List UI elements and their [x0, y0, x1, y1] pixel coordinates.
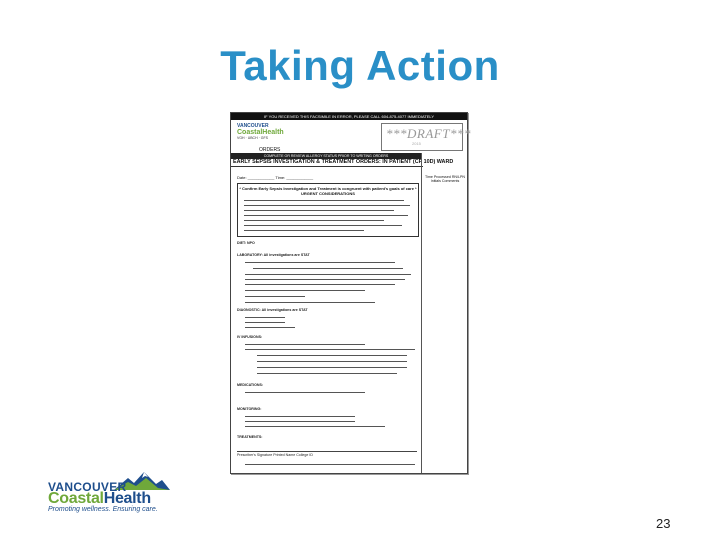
text-line: [244, 230, 364, 231]
vch-logo: [44, 470, 174, 516]
text-line: [245, 262, 395, 263]
goals-of-care-note: * Confirm Early Sepsis Investigation and Treatment is congruent with patient's goals of care *: [239, 186, 417, 191]
allergy-bar: COMPLETE OR REVIEW ALLERGY STATUS PRIOR TO WRITING ORDERS: [231, 153, 421, 159]
medications-section: MEDICATIONS:: [237, 383, 264, 387]
date-time-line: Date: ____________ Time: ____________: [237, 175, 314, 180]
draft-stamp: ***DRAFT***: [386, 126, 471, 141]
logo-tagline: Promoting wellness. Ensuring care.: [48, 506, 158, 513]
form-logo: VANCOUVER CoastalHealth VGH · UBCH · GFS: [237, 123, 284, 140]
text-line: [245, 421, 355, 422]
text-line: [245, 392, 365, 393]
laboratory-section: LABORATORY: All investigations are STAT: [237, 253, 310, 257]
text-line: [245, 344, 365, 345]
text-line: [244, 205, 410, 206]
orders-label: ORDERS: [259, 147, 281, 153]
text-line: [245, 296, 305, 297]
text-line: [257, 373, 397, 374]
text-line: [253, 268, 403, 269]
text-line: [244, 200, 404, 201]
fax-banner: IF YOU RECEIVED THIS FACSIMILE IN ERROR, PLEASE CALL 604-875-4077 IMMEDIATELY: [231, 113, 467, 120]
text-line: [257, 361, 407, 362]
text-line: [245, 290, 365, 291]
text-line: [257, 355, 407, 356]
page-number: 23: [656, 516, 671, 531]
signature-labels: Prescriber's Signature Printed Name College ID: [237, 453, 313, 457]
processing-column-header: Time Processed RN/LPN Initials Comments: [424, 175, 465, 184]
text-line: [244, 225, 402, 226]
text-line: [245, 279, 405, 280]
text-line: [245, 274, 411, 275]
text-line: [244, 215, 408, 216]
diagnostic-section: DIAGNOSTIC: All investigations are STAT: [237, 308, 308, 312]
text-line: [245, 302, 375, 303]
text-line: [245, 317, 285, 318]
text-line: [245, 464, 415, 465]
slide-title: Taking Action: [220, 42, 500, 89]
text-line: [245, 284, 395, 285]
iv-infusions-section: IV INFUSIONS:: [237, 335, 263, 339]
text-line: [257, 367, 407, 368]
urgent-considerations-title: URGENT CONSIDERATIONS: [301, 191, 355, 196]
text-line: [245, 327, 295, 328]
text-line: [245, 426, 385, 427]
sepsis-order-form: [230, 112, 471, 474]
text-line: [245, 349, 415, 350]
monitoring-section: MONITORING:: [237, 407, 262, 411]
processing-column: [421, 153, 468, 473]
urgent-considerations-box: [237, 183, 419, 237]
text-line: [244, 220, 384, 221]
draft-stamp-box: [381, 123, 471, 151]
text-line: [244, 210, 394, 211]
logo-coastal-health: CoastalHealth: [48, 490, 151, 507]
text-line: [245, 322, 285, 323]
signature-line: [237, 451, 417, 452]
draft-date: 2015: [412, 141, 421, 146]
text-line: [245, 416, 355, 417]
form-heading: EARLY SEPSIS INVESTIGATION & TREATMENT ORDERS: IN PATIENT (CP 10D) WARD: [233, 159, 454, 165]
treatments-section: TREATMENTS:: [237, 435, 263, 439]
diet-section: DIET: NPO: [237, 241, 255, 245]
logo-vancouver: VANCOUVER: [48, 480, 127, 494]
